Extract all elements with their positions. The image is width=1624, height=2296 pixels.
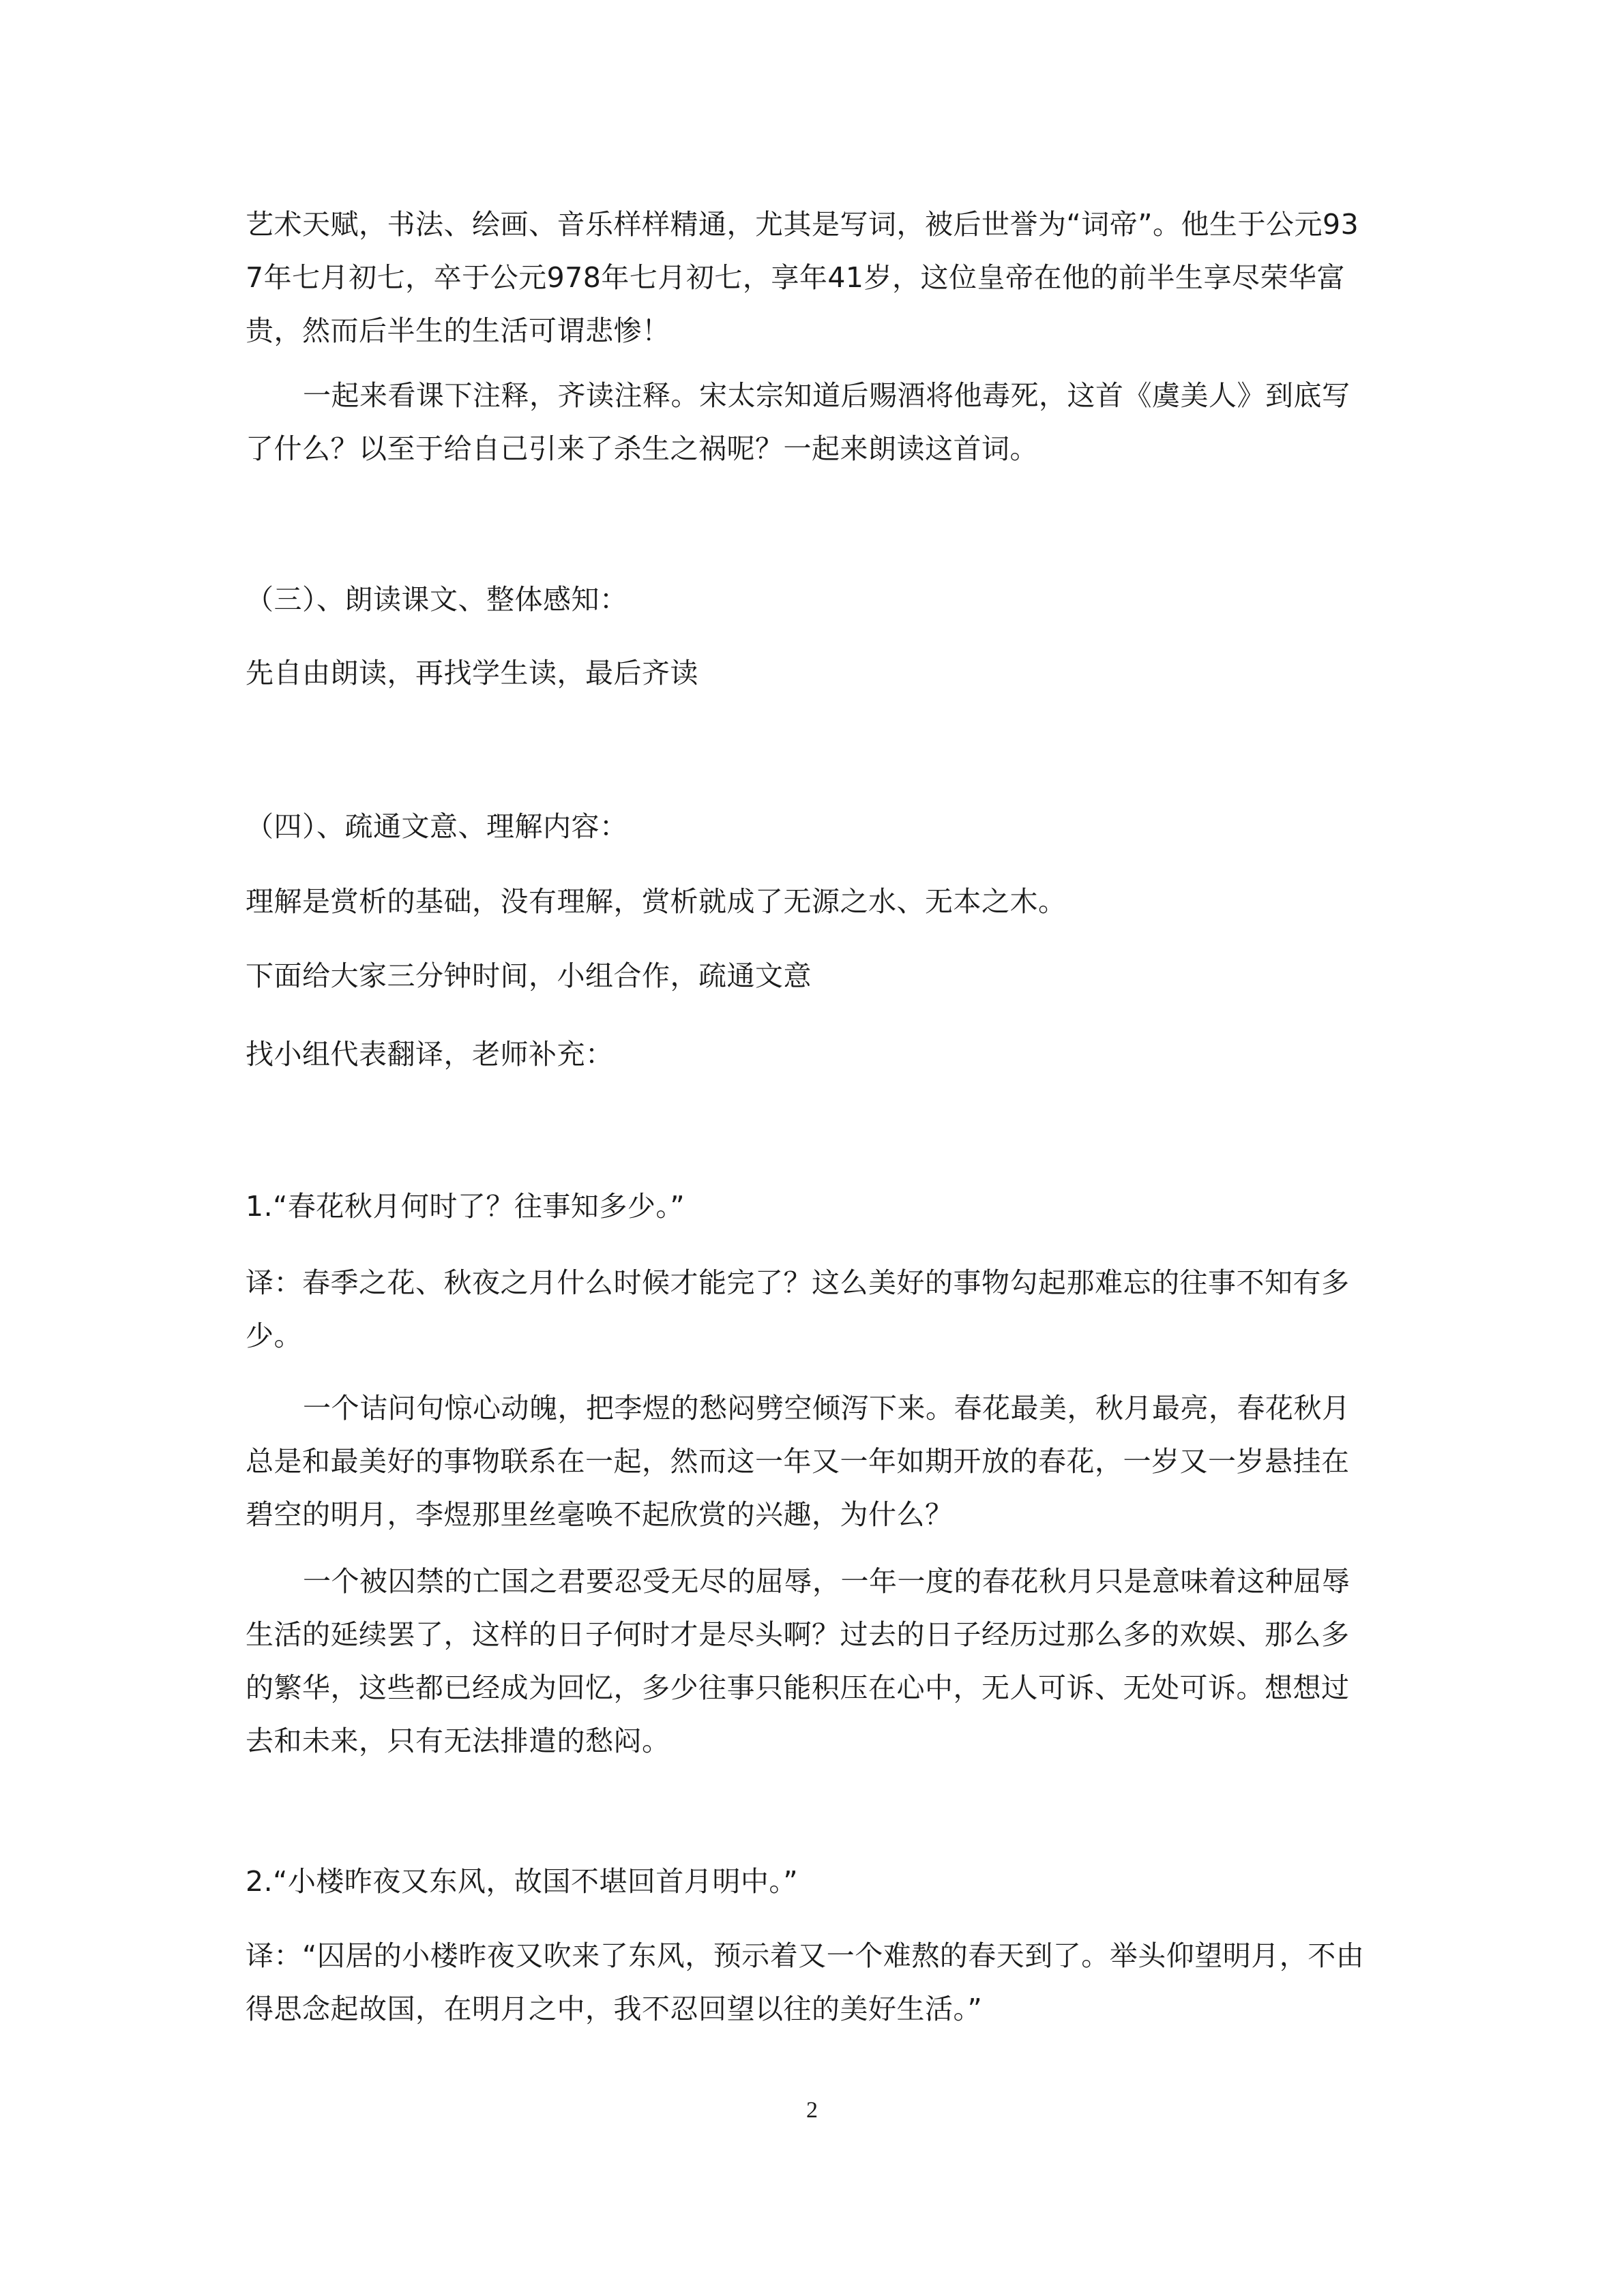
intro-paragraph: 艺术天赋，书法、绘画、音乐样样精通，尤其是写词，被后世誉为“词帝”。他生于公元937年七月初七，卒于公元978年七月初七，享年41岁，这位皇帝在他的前半生享尽荣华富贵，然而后半生的生活可谓悲惨！ [246, 208, 1359, 347]
item-1-translation: 译：春季之花、秋夜之月什么时候才能完了？这么美好的事物勾起那难忘的往事不知有多少。 [246, 1266, 1350, 1352]
item-1-quote: 1.“春花秋月何时了？往事知多少。” [246, 1190, 685, 1223]
item-2-quote: 2.“小楼昨夜又东风，故国不堪回首月明中。” [246, 1865, 799, 1898]
item-1-analysis-1: 一个诘问句惊心动魄，把李煜的愁闷劈空倾泻下来。春花最美，秋月最亮，春花秋月总是和最美好的事物联系在一起，然而这一年又一年如期开放的春花，一岁又一岁悬挂在碧空的明月，李煜那里丝毫唤不起欣赏的兴趣，为什么？ [246, 1392, 1350, 1531]
item-1-analysis-2: 一个被囚禁的亡国之君要忍受无尽的屈辱，一年一度的春花秋月只是意味着这种屈辱生活的延续罢了，这样的日子何时才是尽头啊？过去的日子经历过那么多的欢娱、那么多的繁华，这些都已经成为回忆，多少往事只能积压在心中，无人可诉、无处可诉。想想过去和未来，只有无法排遣的愁闷。 [246, 1565, 1350, 1757]
section-4-line-1: 理解是赏析的基础，没有理解，赏析就成了无源之水、无本之木。 [246, 885, 1067, 918]
item-2-translation: 译：“囚居的小楼昨夜又吹来了东风，预示着又一个难熬的春天到了。举头仰望明月，不由得思念起故国，在明月之中，我不忍回望以往的美好生活。” [246, 1939, 1365, 2025]
section-4-heading: （四）、疏通文意、理解内容： [246, 810, 628, 843]
section-4-line-3: 找小组代表翻译，老师补充： [246, 1038, 614, 1071]
section-3-heading: （三）、朗读课文、整体感知： [246, 583, 628, 616]
page-number: 2 [806, 2098, 818, 2123]
notes-paragraph: 一起来看课下注释，齐读注释。宋太宗知道后赐酒将他毒死，这首《虞美人》到底写了什么？以至于给自己引来了杀生之祸呢？一起来朗读这首词。 [246, 379, 1350, 465]
section-3-text: 先自由朗读，再找学生读，最后齐读 [246, 657, 698, 689]
section-4-line-2: 下面给大家三分钟时间，小组合作，疏通文意 [246, 959, 812, 992]
